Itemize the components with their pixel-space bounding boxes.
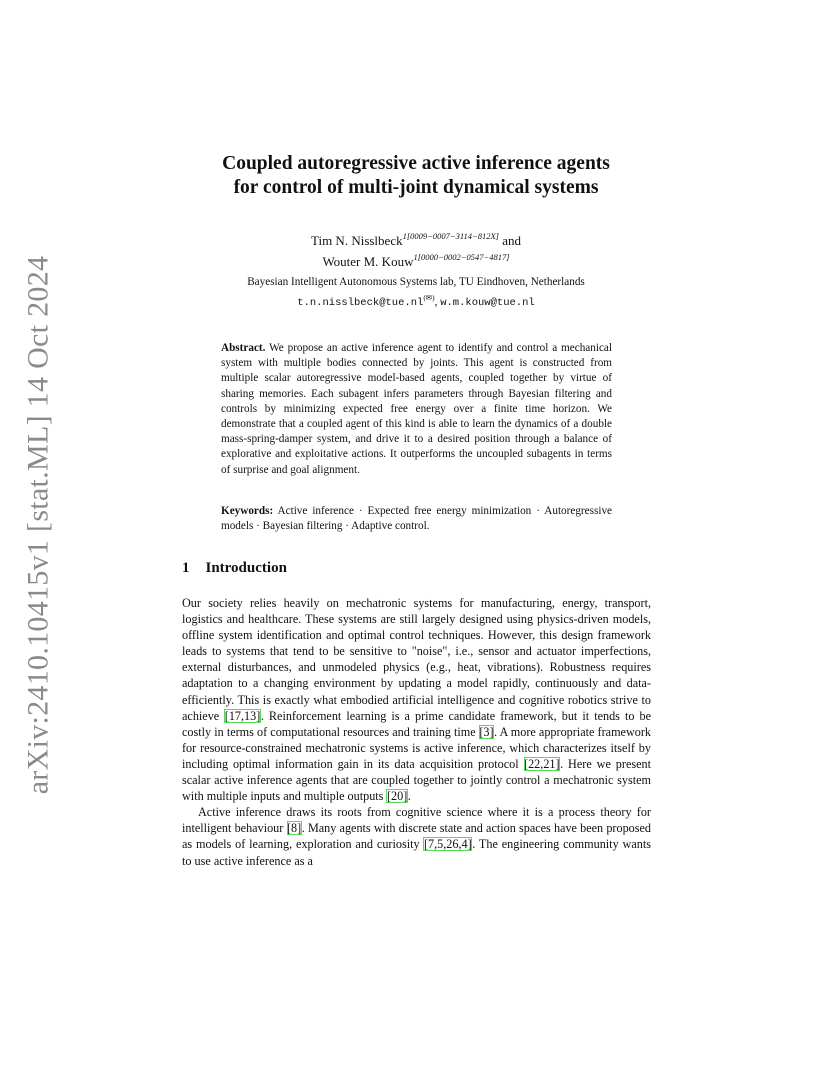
affiliation-block (150, 275, 682, 311)
abstract-text: We propose an active inference agent to identify and control a mechanical system with multiple bodies connected by joints. This agent is constructed from multiple scalar autoregressive model-based agents, coupled together by virtue of sharing memories. Each subagent infers parameters through Bayesian filtering and controls by minimizing expected free energy over a finite time horizon. We demonstrate that a coupled agent of this kind is able to learn the dynamics of a double mass-spring-damper system, and drive it to a desired position through a balance of explorative and exploitative actions. It outperforms the uncoupled subagents in terms of surprise and goal alignment. (221, 342, 612, 476)
paragraph-2-text-a: Active inference draws its roots from cognitive science where it is a process theory for intelligent behaviour (182, 805, 651, 836)
paragraph-1 (182, 595, 651, 804)
citation-link[interactable]: [20] (386, 789, 408, 804)
citation-link[interactable]: [8] (287, 821, 302, 836)
introduction-body (182, 595, 651, 869)
section-number: 1 (182, 560, 190, 576)
author-1-name: Tim N. Nisslbeck (310, 233, 403, 248)
abstract-label: Abstract. (221, 342, 266, 354)
paragraph-1-text-a: Our society relies heavily on mechatronic systems for manufacturing, energy, transport, logistics and healthcare. These systems are still largely designed using physics-driven models, offline system identification and optimal control techniques. However, this design framework leads to systems that tend to be sensitive to "noise", i.e., sensor and actuator imperfections, external disturbances, and unmodeled physics (e.g., heat, vibrations). Robustness requires adaptation to a changing environment by updating a model rapidly, continuously and data-efficiently. This is exactly what embodied artificial intelligence and cognitive robotics strive to achieve (182, 596, 651, 723)
paragraph-2-text-b: . Many agents with discrete state and action spaces have been proposed as models of learning, exploration and curiosity (182, 821, 651, 852)
arxiv-stamp-text: arXiv:2410.10415v1 [stat.ML] 14 Oct 2024 (21, 255, 55, 795)
email-1[interactable]: t.n.nisslbeck@tue.nl (297, 297, 424, 309)
paragraph-1-text-e: . (407, 789, 411, 804)
citation-link[interactable]: [3] (479, 724, 494, 739)
paper-title (150, 152, 682, 200)
keywords-label: Keywords: (221, 505, 274, 517)
email-2[interactable]: w.m.kouw@tue.nl (440, 297, 535, 309)
author-line-2 (150, 249, 682, 270)
emails (150, 290, 682, 311)
paragraph-2 (182, 804, 651, 868)
arxiv-stamp (8, 255, 68, 795)
title-line-1: Coupled autoregressive active inference agents (222, 153, 610, 174)
citation-link[interactable]: [22,21] (524, 756, 560, 771)
section-title: Introduction (205, 560, 287, 576)
authors (150, 228, 682, 270)
author-1-orcid: 1[0009−0007−3114−812X] (402, 231, 499, 241)
paragraph-1-text-c: . A more appropriate framework for resource-constrained mechatronic systems is active inference, which characterizes itself by including optimal information gain in its data acquisition protocol (182, 724, 652, 771)
email-separator: , (434, 296, 441, 308)
keywords (221, 504, 612, 534)
affiliation: Bayesian Intelligent Autonomous Systems lab, TU Eindhoven, Netherlands (247, 276, 585, 288)
paragraph-1-text-b: . Reinforcement learning is a prime candidate framework, but it tends to be costly in terms of computational resources and training time (182, 708, 651, 739)
paragraph-1-text-d: . Here we present scalar active inference agents that are coupled together to jointly control a mechatronic system with multiple inputs and multiple outputs (182, 756, 651, 804)
and-word: and (498, 233, 522, 248)
citation-link[interactable]: [7,5,26,4] (423, 837, 472, 852)
author-2-orcid: 1[0000−0002−0547−4817] (413, 252, 510, 262)
paragraph-2-text-c: . The engineering community wants to use active inference as a (182, 837, 651, 868)
abstract (221, 341, 612, 478)
title-line-2: for control of multi-joint dynamical systems (233, 177, 599, 198)
keywords-text: Active inference · Expected free energy minimization · Autoregressive models · Bayesian filtering · Adaptive control. (221, 505, 612, 533)
section-heading (182, 560, 287, 577)
author-2-name: Wouter M. Kouw (322, 254, 414, 269)
citation-link[interactable]: [17,13] (224, 708, 261, 723)
author-line-1 (150, 228, 682, 249)
envelope-icon: (✉) (423, 293, 435, 302)
